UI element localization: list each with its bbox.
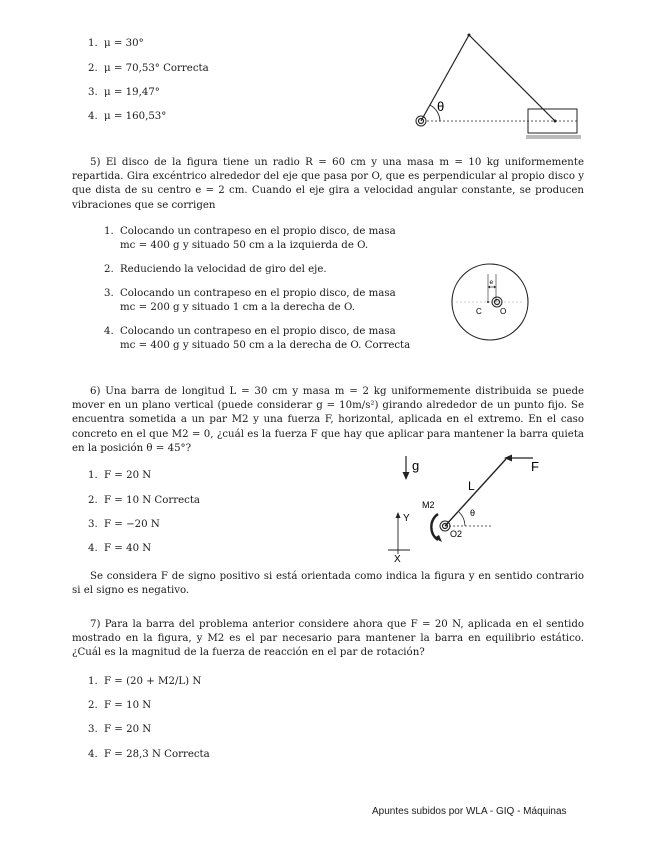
disc-label-o: O — [500, 307, 507, 316]
q5-option-2: 2. Reduciendo la velocidad de giro del eje. — [104, 264, 327, 275]
moment-label: M2 — [422, 500, 435, 510]
theta-label: θ — [437, 99, 445, 114]
q5-option-4-line2: mc = 400 g y situado 50 cm a la derecha de O. Correcta — [120, 340, 411, 351]
q7-option-2: 2. F = 10 N — [88, 700, 152, 711]
q5-option-4: 4. Colocando un contrapeso en el propio disco, de masa — [104, 326, 396, 337]
q5-intro: 5) El disco de la figura tiene un radio R = 60 cm y una masa m = 10 kg uniformemente repartida. Gira excéntrico alrededor del eje que pasa por O, que es perpendicular al propio disco y que dista de su centro e = 2 cm. Cuando el eje gira a velocidad angular constante, se producen vibraciones que se corrigen — [72, 157, 584, 211]
q5-option-3-line2: mc = 200 g y situado 1 cm a la derecha de O. — [120, 302, 355, 313]
figure-eccentric-disc — [440, 258, 545, 342]
page-footer: Apuntes subidos por WLA - GIQ - Máquinas — [372, 806, 567, 817]
q4-option-2: 2. μ = 70,53° Correcta — [88, 63, 209, 74]
q7-option-4: 4. F = 28,3 N Correcta — [88, 749, 210, 760]
disc-label-c: C — [476, 307, 482, 316]
q4-option-3: 3. μ = 19,47° — [88, 87, 160, 98]
q7-intro: 7) Para la barra del problema anterior considere ahora que F = 20 N, aplicada en el sentido mostrado en la figura, y M2 es el par necesario para mantener la barra en equilibrio estático. ¿Cuál es la magnitud de la fuerza de reacción en el par de rotación? — [72, 619, 584, 659]
disc-label-e: e — [489, 279, 494, 286]
force-label: F — [531, 459, 539, 474]
gravity-label: g — [412, 458, 420, 473]
q6-note: Se considera F de signo positivo si está orientada como indica la figura y en sentido contrario si el signo es negativo. — [72, 571, 584, 597]
length-label: L — [468, 479, 475, 493]
q7-option-3: 3. F = 20 N — [88, 724, 152, 735]
figure-bar-force — [388, 450, 558, 565]
q5-option-1-line2: mc = 400 g y situado 50 cm a la izquierda de O. — [120, 240, 369, 251]
q5-option-3: 3. Colocando un contrapeso en el propio disco, de masa — [104, 288, 396, 299]
pivot-label: O2 — [450, 529, 463, 539]
figure-crank-slider — [405, 25, 590, 150]
axis-y-label: Y — [403, 513, 410, 524]
q6-option-4: 4. F = 40 N — [88, 543, 152, 554]
q6-option-3: 3. F = −20 N — [88, 519, 160, 530]
q5-option-1: 1. Colocando un contrapeso en el propio disco, de masa — [104, 226, 396, 237]
q6-intro: 6) Una barra de longitud L = 30 cm y masa m = 2 kg uniformemente distribuida se puede mover en un plano vertical (puede considerar g = 10m/s²) girando alrededor de un punto fijo. Se encuentra sometida a un par M2 y una fuerza F, horizontal, aplicada en el extremo. En el caso concreto en el que M2 = 0, ¿cuál es la fuerza F que hay que aplicar para mantener la barra quieta en la posición θ = 45°? — [72, 386, 584, 454]
q4-option-4: 4. μ = 160,53° — [88, 111, 167, 122]
q7-option-1: 1. F = (20 + M2/L) N — [88, 676, 202, 687]
axis-x-label: X — [394, 554, 401, 565]
q4-option-1: 1. μ = 30° — [88, 38, 144, 49]
q6-option-2: 2. F = 10 N Correcta — [88, 495, 201, 506]
bar-theta-label: θ — [470, 508, 476, 518]
q6-option-1: 1. F = 20 N — [88, 470, 152, 481]
